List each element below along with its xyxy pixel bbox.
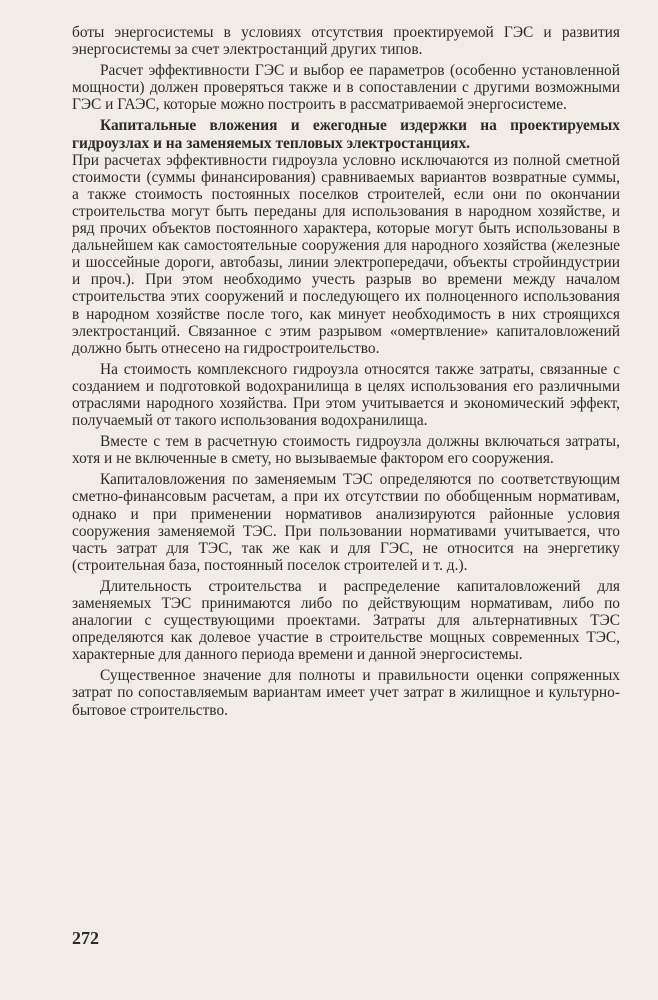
paragraph-7: Длительность строительства и распределение капиталовложений для заменяемых ТЭС принимаются либо по действующим нормативам, либо по аналогии с существующими проектами. Затраты для альтернативных ТЭС определяются как долевое участие в строительстве мощных современных ТЭС, характерные для данного периода времени и данной энергосистемы. — [72, 577, 620, 664]
page-number: 272 — [72, 928, 99, 948]
paragraph-1: боты энергосистемы в условиях отсутствия проектируемой ГЭС и развития энергосистемы за счет электростанций других типов. — [72, 24, 620, 59]
paragraph-8: Существенное значение для полноты и правильности оценки сопряженных затрат по сопоставляемым вариантам имеет учет затрат в жилищное и культурно-бытовое строительство. — [72, 667, 620, 719]
section-heading: Капитальные вложения и ежегодные издержки на проектируемых гидроузлах и на заменяемых тепловых электростанциях. — [72, 117, 620, 152]
page-text — [72, 24, 620, 723]
paragraph-6: Капиталовложения по заменяемым ТЭС определяются по соответствующим сметно-финансовым расчетам, а при их отсутствии по обобщенным нормативам, однако и при применении нормативов анализируются районные условия сооружения заменяемой ТЭС. При пользовании нормативами учитывается, что часть затрат для ТЭС, так же как и для ГЭС, не относится на энергетику (строительная база, постоянный поселок строителей и т. д.). — [72, 471, 620, 574]
paragraph-4: На стоимость комплексного гидроузла относятся также затраты, связанные с созданием и подготовкой водохранилища в целях использования его различными отраслями народного хозяйства. При этом учитывается и экономический эффект, получаемый от такого использования водохранилища. — [72, 360, 620, 430]
paragraph-5: Вместе с тем в расчетную стоимость гидроузла должны включаться затраты, хотя и не включенные в смету, но вызываемые фактором его сооружения. — [72, 433, 620, 468]
paragraph-2: Расчет эффективности ГЭС и выбор ее параметров (особенно установленной мощности) должен проверяться также и в сопоставлении с другими возможными ГЭС и ГАЭС, которые можно построить в рассматриваемой энергосистеме. — [72, 62, 620, 114]
paragraph-3: Капитальные вложения и ежегодные издержки на проектируемых гидроузлах и на заменяемых тепловых электростанциях. При расчетах эффективности гидроузла условно исключаются из полной сметной стоимости (суммы финансирования) сравниваемых вариантов возвратные суммы, а также стоимость постоянных поселков строителей, если они по окончании строительства могут быть переданы для использования в народном хозяйстве, и ряд прочих объектов постоянного характера, которые могут быть использованы в дальнейшем как самостоятельные сооружения для народного хозяйства (железные и шоссейные дороги, автобазы, линии электропередачи, объекты стройиндустрии и проч.). При этом необходимо учесть разрыв во времени между началом строительства этих сооружений и последующего их полноценного использования в народном хозяйстве после того, как минует необходимость в них строящихся электростанций. Связанное с этим разрывом «омертвление» капиталовложений должно быть отнесено на гидростроительство. — [72, 117, 620, 357]
